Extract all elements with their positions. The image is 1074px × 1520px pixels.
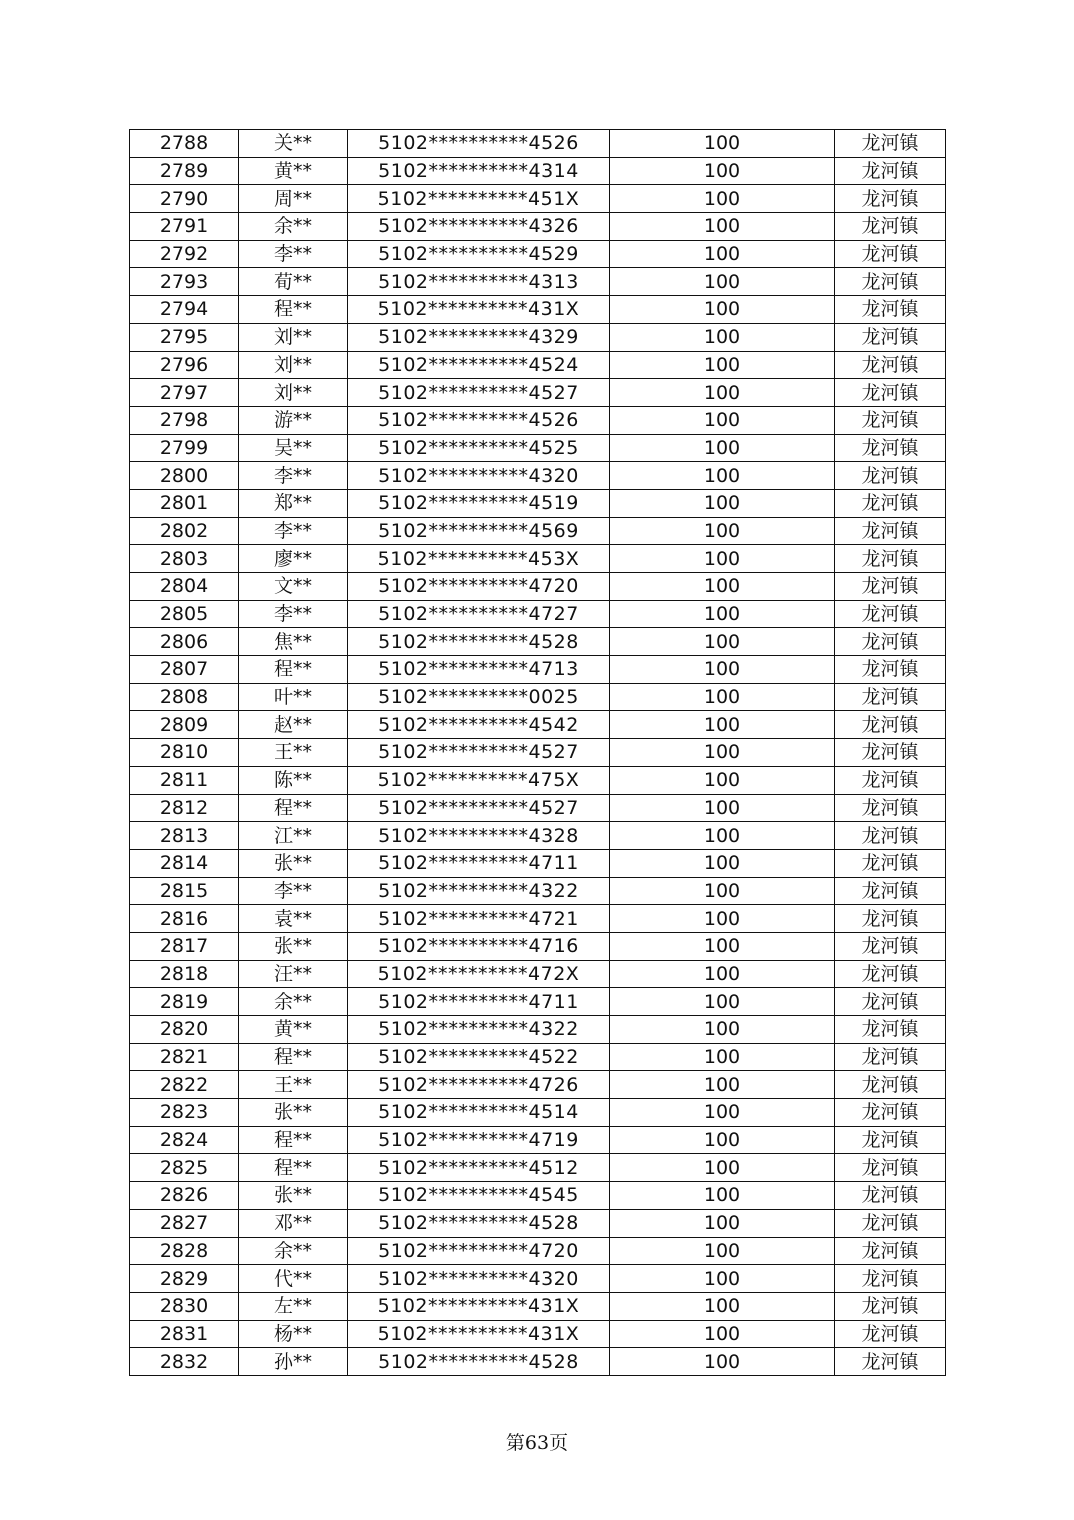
table-row — [130, 877, 946, 905]
name-cell: 吴** — [239, 434, 348, 462]
town-cell: 龙河镇 — [835, 573, 946, 601]
table-row — [130, 517, 946, 545]
name-cell: 关** — [239, 130, 348, 158]
id-number-cell: 5102**********453X — [348, 545, 610, 573]
id-number-cell: 5102**********431X — [348, 1320, 610, 1348]
town-cell: 龙河镇 — [835, 1016, 946, 1044]
serial-number-cell: 2829 — [130, 1265, 239, 1293]
id-number-cell: 5102**********4527 — [348, 379, 610, 407]
name-cell: 李** — [239, 600, 348, 628]
id-number-cell: 5102**********4320 — [348, 1265, 610, 1293]
serial-number-cell: 2815 — [130, 877, 239, 905]
table-row — [130, 822, 946, 850]
id-number-cell: 5102**********4314 — [348, 157, 610, 185]
name-cell: 刘** — [239, 379, 348, 407]
town-cell: 龙河镇 — [835, 1265, 946, 1293]
town-cell: 龙河镇 — [835, 434, 946, 462]
town-cell: 龙河镇 — [835, 628, 946, 656]
amount-cell: 100 — [610, 1320, 835, 1348]
page-number: 第63页 — [505, 1432, 569, 1454]
serial-number-cell: 2809 — [130, 711, 239, 739]
id-number-cell: 5102**********4569 — [348, 517, 610, 545]
id-number-cell: 5102**********4727 — [348, 600, 610, 628]
serial-number-cell: 2795 — [130, 323, 239, 351]
serial-number-cell: 2816 — [130, 905, 239, 933]
amount-cell: 100 — [610, 296, 835, 324]
id-number-cell: 5102**********4524 — [348, 351, 610, 379]
amount-cell: 100 — [610, 877, 835, 905]
name-cell: 王** — [239, 1071, 348, 1099]
table-row — [130, 296, 946, 324]
serial-number-cell: 2826 — [130, 1182, 239, 1210]
town-cell: 龙河镇 — [835, 130, 946, 158]
table-row — [130, 462, 946, 490]
amount-cell: 100 — [610, 240, 835, 268]
amount-cell: 100 — [610, 1154, 835, 1182]
table-row — [130, 489, 946, 517]
table-row — [130, 988, 946, 1016]
town-cell: 龙河镇 — [835, 1182, 946, 1210]
table-row — [130, 1154, 946, 1182]
name-cell: 廖** — [239, 545, 348, 573]
town-cell: 龙河镇 — [835, 406, 946, 434]
id-number-cell: 5102**********4326 — [348, 213, 610, 241]
town-cell: 龙河镇 — [835, 1043, 946, 1071]
id-number-cell: 5102**********4711 — [348, 849, 610, 877]
id-number-cell: 5102**********4526 — [348, 406, 610, 434]
amount-cell: 100 — [610, 573, 835, 601]
id-number-cell: 5102**********4713 — [348, 656, 610, 684]
town-cell: 龙河镇 — [835, 656, 946, 684]
name-cell: 黄** — [239, 1016, 348, 1044]
amount-cell: 100 — [610, 1182, 835, 1210]
serial-number-cell: 2828 — [130, 1237, 239, 1265]
town-cell: 龙河镇 — [835, 849, 946, 877]
table-row — [130, 240, 946, 268]
table-row — [130, 1043, 946, 1071]
serial-number-cell: 2803 — [130, 545, 239, 573]
town-cell: 龙河镇 — [835, 932, 946, 960]
id-number-cell: 5102**********4527 — [348, 794, 610, 822]
town-cell: 龙河镇 — [835, 157, 946, 185]
town-cell: 龙河镇 — [835, 296, 946, 324]
name-cell: 郑** — [239, 489, 348, 517]
town-cell: 龙河镇 — [835, 268, 946, 296]
serial-number-cell: 2820 — [130, 1016, 239, 1044]
name-cell: 张** — [239, 932, 348, 960]
amount-cell: 100 — [610, 1237, 835, 1265]
table-row — [130, 849, 946, 877]
id-number-cell: 5102**********4527 — [348, 739, 610, 767]
name-cell: 程** — [239, 656, 348, 684]
table-row — [130, 1292, 946, 1320]
table-row — [130, 960, 946, 988]
table-row — [130, 766, 946, 794]
serial-number-cell: 2807 — [130, 656, 239, 684]
name-cell: 孙** — [239, 1348, 348, 1376]
serial-number-cell: 2808 — [130, 683, 239, 711]
name-cell: 荀** — [239, 268, 348, 296]
id-number-cell: 5102**********4719 — [348, 1126, 610, 1154]
town-cell: 龙河镇 — [835, 1099, 946, 1127]
id-number-cell: 5102**********4328 — [348, 822, 610, 850]
amount-cell: 100 — [610, 849, 835, 877]
serial-number-cell: 2818 — [130, 960, 239, 988]
amount-cell: 100 — [610, 268, 835, 296]
serial-number-cell: 2800 — [130, 462, 239, 490]
amount-cell: 100 — [610, 130, 835, 158]
name-cell: 周** — [239, 185, 348, 213]
serial-number-cell: 2819 — [130, 988, 239, 1016]
table-row — [130, 905, 946, 933]
name-cell: 刘** — [239, 323, 348, 351]
amount-cell: 100 — [610, 379, 835, 407]
town-cell: 龙河镇 — [835, 683, 946, 711]
town-cell: 龙河镇 — [835, 379, 946, 407]
amount-cell: 100 — [610, 434, 835, 462]
id-number-cell: 5102**********4726 — [348, 1071, 610, 1099]
serial-number-cell: 2794 — [130, 296, 239, 324]
amount-cell: 100 — [610, 739, 835, 767]
serial-number-cell: 2788 — [130, 130, 239, 158]
serial-number-cell: 2823 — [130, 1099, 239, 1127]
serial-number-cell: 2804 — [130, 573, 239, 601]
table-row — [130, 545, 946, 573]
amount-cell: 100 — [610, 794, 835, 822]
amount-cell: 100 — [610, 1348, 835, 1376]
id-number-cell: 5102**********472X — [348, 960, 610, 988]
serial-number-cell: 2796 — [130, 351, 239, 379]
name-cell: 余** — [239, 213, 348, 241]
name-cell: 程** — [239, 1043, 348, 1071]
name-cell: 邓** — [239, 1209, 348, 1237]
name-cell: 李** — [239, 517, 348, 545]
name-cell: 李** — [239, 877, 348, 905]
amount-cell: 100 — [610, 988, 835, 1016]
amount-cell: 100 — [610, 1016, 835, 1044]
amount-cell: 100 — [610, 517, 835, 545]
table-row — [130, 379, 946, 407]
amount-cell: 100 — [610, 656, 835, 684]
id-number-cell: 5102**********4528 — [348, 1209, 610, 1237]
id-number-cell: 5102**********4322 — [348, 1016, 610, 1044]
id-number-cell: 5102**********4526 — [348, 130, 610, 158]
name-cell: 程** — [239, 794, 348, 822]
serial-number-cell: 2789 — [130, 157, 239, 185]
name-cell: 文** — [239, 573, 348, 601]
name-cell: 叶** — [239, 683, 348, 711]
town-cell: 龙河镇 — [835, 1320, 946, 1348]
id-number-cell: 5102**********0025 — [348, 683, 610, 711]
serial-number-cell: 2801 — [130, 489, 239, 517]
serial-number-cell: 2792 — [130, 240, 239, 268]
amount-cell: 100 — [610, 1265, 835, 1293]
name-cell: 袁** — [239, 905, 348, 933]
amount-cell: 100 — [610, 323, 835, 351]
table-row — [130, 1071, 946, 1099]
town-cell: 龙河镇 — [835, 822, 946, 850]
town-cell: 龙河镇 — [835, 1237, 946, 1265]
town-cell: 龙河镇 — [835, 1348, 946, 1376]
table-row — [130, 323, 946, 351]
amount-cell: 100 — [610, 932, 835, 960]
amount-cell: 100 — [610, 905, 835, 933]
serial-number-cell: 2799 — [130, 434, 239, 462]
serial-number-cell: 2817 — [130, 932, 239, 960]
id-number-cell: 5102**********4525 — [348, 434, 610, 462]
name-cell: 黄** — [239, 157, 348, 185]
name-cell: 张** — [239, 849, 348, 877]
serial-number-cell: 2831 — [130, 1320, 239, 1348]
amount-cell: 100 — [610, 683, 835, 711]
name-cell: 程** — [239, 1154, 348, 1182]
name-cell: 汪** — [239, 960, 348, 988]
table-row — [130, 711, 946, 739]
table-row — [130, 213, 946, 241]
name-cell: 江** — [239, 822, 348, 850]
amount-cell: 100 — [610, 600, 835, 628]
amount-cell: 100 — [610, 462, 835, 490]
serial-number-cell: 2830 — [130, 1292, 239, 1320]
name-cell: 张** — [239, 1182, 348, 1210]
amount-cell: 100 — [610, 185, 835, 213]
town-cell: 龙河镇 — [835, 1209, 946, 1237]
town-cell: 龙河镇 — [835, 739, 946, 767]
table-row — [130, 1320, 946, 1348]
table-row — [130, 794, 946, 822]
table-row — [130, 434, 946, 462]
amount-cell: 100 — [610, 628, 835, 656]
serial-number-cell: 2798 — [130, 406, 239, 434]
name-cell: 赵** — [239, 711, 348, 739]
amount-cell: 100 — [610, 766, 835, 794]
name-cell: 程** — [239, 296, 348, 324]
name-cell: 余** — [239, 1237, 348, 1265]
town-cell: 龙河镇 — [835, 213, 946, 241]
table-row — [130, 1209, 946, 1237]
name-cell: 陈** — [239, 766, 348, 794]
town-cell: 龙河镇 — [835, 988, 946, 1016]
serial-number-cell: 2810 — [130, 739, 239, 767]
amount-cell: 100 — [610, 406, 835, 434]
table-row — [130, 1126, 946, 1154]
id-number-cell: 5102**********4529 — [348, 240, 610, 268]
amount-cell: 100 — [610, 1071, 835, 1099]
amount-cell: 100 — [610, 1126, 835, 1154]
id-number-cell: 5102**********4522 — [348, 1043, 610, 1071]
town-cell: 龙河镇 — [835, 240, 946, 268]
serial-number-cell: 2827 — [130, 1209, 239, 1237]
table-row — [130, 600, 946, 628]
name-cell: 余** — [239, 988, 348, 1016]
id-number-cell: 5102**********4528 — [348, 628, 610, 656]
town-cell: 龙河镇 — [835, 545, 946, 573]
table-row — [130, 656, 946, 684]
id-number-cell: 5102**********4716 — [348, 932, 610, 960]
records-table-body — [130, 130, 946, 1376]
table-row — [130, 1237, 946, 1265]
town-cell: 龙河镇 — [835, 600, 946, 628]
id-number-cell: 5102**********4721 — [348, 905, 610, 933]
table-row — [130, 1016, 946, 1044]
serial-number-cell: 2791 — [130, 213, 239, 241]
table-row — [130, 185, 946, 213]
serial-number-cell: 2806 — [130, 628, 239, 656]
name-cell: 李** — [239, 462, 348, 490]
town-cell: 龙河镇 — [835, 905, 946, 933]
id-number-cell: 5102**********4322 — [348, 877, 610, 905]
name-cell: 张** — [239, 1099, 348, 1127]
town-cell: 龙河镇 — [835, 489, 946, 517]
id-number-cell: 5102**********4720 — [348, 1237, 610, 1265]
serial-number-cell: 2824 — [130, 1126, 239, 1154]
name-cell: 刘** — [239, 351, 348, 379]
name-cell: 王** — [239, 739, 348, 767]
amount-cell: 100 — [610, 1209, 835, 1237]
amount-cell: 100 — [610, 545, 835, 573]
id-number-cell: 5102**********4528 — [348, 1348, 610, 1376]
amount-cell: 100 — [610, 711, 835, 739]
serial-number-cell: 2802 — [130, 517, 239, 545]
table-row — [130, 406, 946, 434]
id-number-cell: 5102**********4720 — [348, 573, 610, 601]
name-cell: 李** — [239, 240, 348, 268]
town-cell: 龙河镇 — [835, 462, 946, 490]
id-number-cell: 5102**********4512 — [348, 1154, 610, 1182]
name-cell: 杨** — [239, 1320, 348, 1348]
town-cell: 龙河镇 — [835, 185, 946, 213]
serial-number-cell: 2805 — [130, 600, 239, 628]
town-cell: 龙河镇 — [835, 1154, 946, 1182]
town-cell: 龙河镇 — [835, 711, 946, 739]
id-number-cell: 5102**********431X — [348, 1292, 610, 1320]
serial-number-cell: 2811 — [130, 766, 239, 794]
id-number-cell: 5102**********431X — [348, 296, 610, 324]
table-row — [130, 130, 946, 158]
serial-number-cell: 2797 — [130, 379, 239, 407]
id-number-cell: 5102**********475X — [348, 766, 610, 794]
serial-number-cell: 2793 — [130, 268, 239, 296]
id-number-cell: 5102**********4545 — [348, 1182, 610, 1210]
amount-cell: 100 — [610, 822, 835, 850]
table-row — [130, 268, 946, 296]
town-cell: 龙河镇 — [835, 351, 946, 379]
amount-cell: 100 — [610, 213, 835, 241]
amount-cell: 100 — [610, 1292, 835, 1320]
table-row — [130, 157, 946, 185]
serial-number-cell: 2825 — [130, 1154, 239, 1182]
table-row — [130, 739, 946, 767]
town-cell: 龙河镇 — [835, 960, 946, 988]
records-table — [129, 129, 946, 1376]
town-cell: 龙河镇 — [835, 1292, 946, 1320]
town-cell: 龙河镇 — [835, 877, 946, 905]
amount-cell: 100 — [610, 960, 835, 988]
town-cell: 龙河镇 — [835, 766, 946, 794]
town-cell: 龙河镇 — [835, 1071, 946, 1099]
town-cell: 龙河镇 — [835, 323, 946, 351]
name-cell: 程** — [239, 1126, 348, 1154]
serial-number-cell: 2832 — [130, 1348, 239, 1376]
serial-number-cell: 2813 — [130, 822, 239, 850]
town-cell: 龙河镇 — [835, 1126, 946, 1154]
name-cell: 焦** — [239, 628, 348, 656]
table-row — [130, 1348, 946, 1376]
table-row — [130, 1099, 946, 1127]
id-number-cell: 5102**********4313 — [348, 268, 610, 296]
table-row — [130, 683, 946, 711]
table-row — [130, 351, 946, 379]
serial-number-cell: 2790 — [130, 185, 239, 213]
amount-cell: 100 — [610, 157, 835, 185]
table-row — [130, 932, 946, 960]
table-row — [130, 628, 946, 656]
id-number-cell: 5102**********4519 — [348, 489, 610, 517]
amount-cell: 100 — [610, 489, 835, 517]
id-number-cell: 5102**********4320 — [348, 462, 610, 490]
name-cell: 左** — [239, 1292, 348, 1320]
table-row — [130, 1265, 946, 1293]
amount-cell: 100 — [610, 351, 835, 379]
serial-number-cell: 2814 — [130, 849, 239, 877]
id-number-cell: 5102**********451X — [348, 185, 610, 213]
table-row — [130, 1182, 946, 1210]
name-cell: 游** — [239, 406, 348, 434]
town-cell: 龙河镇 — [835, 794, 946, 822]
serial-number-cell: 2821 — [130, 1043, 239, 1071]
town-cell: 龙河镇 — [835, 517, 946, 545]
name-cell: 代** — [239, 1265, 348, 1293]
id-number-cell: 5102**********4329 — [348, 323, 610, 351]
serial-number-cell: 2812 — [130, 794, 239, 822]
id-number-cell: 5102**********4542 — [348, 711, 610, 739]
id-number-cell: 5102**********4711 — [348, 988, 610, 1016]
amount-cell: 100 — [610, 1099, 835, 1127]
table-row — [130, 573, 946, 601]
amount-cell: 100 — [610, 1043, 835, 1071]
serial-number-cell: 2822 — [130, 1071, 239, 1099]
id-number-cell: 5102**********4514 — [348, 1099, 610, 1127]
